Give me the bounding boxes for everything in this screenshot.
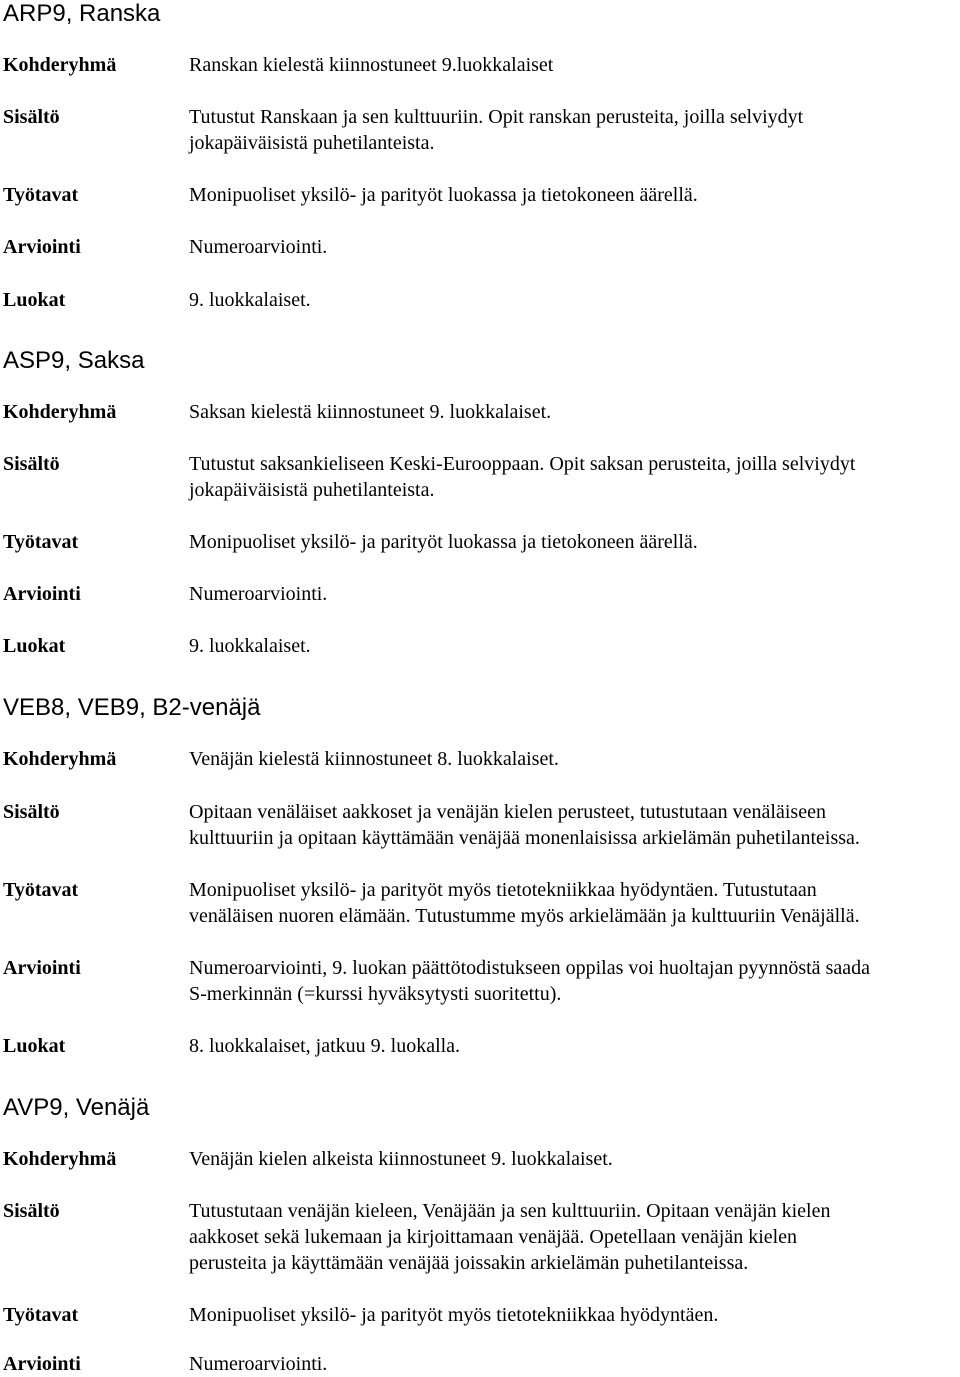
field-value-line: Monipuoliset yksilö- ja parityöt luokassa ja tietokoneen äärellä. [189,184,698,206]
field-value [189,234,327,260]
field-value [189,581,327,607]
field-value-line: aakkoset sekä lukemaan ja kirjoittamaan venäjää. Opetellaan venäjän kielen [189,1226,798,1248]
field-label: Kohderyhmä [3,748,117,770]
field-label: Työtavat [3,879,79,901]
field-label: Työtavat [3,184,79,206]
field-value [189,399,551,425]
field-value [189,1033,460,1059]
field-label: Luokat [3,1035,66,1057]
field-value-line: Monipuoliset yksilö- ja parityöt luokassa ja tietokoneen äärellä. [189,531,698,553]
field-value-line: 9. luokkalaiset. [189,635,311,657]
field-value-line: Numeroarviointi. [189,583,328,605]
field-label: Sisältö [3,801,60,823]
section-heading-asp9: ASP9, Saksa [3,347,145,374]
field-label: Arviointi [3,1353,81,1375]
field-value-line: Saksan kielestä kiinnostuneet 9. luokkalaiset. [189,401,552,423]
field-label: Arviointi [3,957,81,979]
field-label: Kohderyhmä [3,54,117,76]
field-label: Sisältö [3,1200,60,1222]
field-label: Kohderyhmä [3,401,117,423]
field-label: Luokat [3,289,66,311]
section-heading-avp9: AVP9, Venäjä [3,1094,150,1121]
field-label: Sisältö [3,106,60,128]
section-heading-arp9: ARP9, Ranska [3,0,161,27]
field-value-line: 9. luokkalaiset. [189,289,311,311]
field-value-line: Venäjän kielestä kiinnostuneet 8. luokkalaiset. [189,748,559,770]
field-value-line: Tutustut Ranskaan ja sen kulttuuriin. Opit ranskan perusteita, joilla selviydyt [189,106,804,128]
field-label: Työtavat [3,1304,79,1326]
field-value [189,633,311,659]
field-value [189,1302,718,1328]
field-value [189,746,559,772]
field-value-line: Tutustut saksankieliseen Keski-Eurooppaan. Opit saksan perusteita, joilla selviydyt [189,453,856,475]
field-value-line: jokapäiväisistä puhetilanteista. [189,479,435,501]
field-value-line: Opitaan venäläiset aakkoset ja venäjän kielen perusteet, tutustutaan venäläiseen [189,801,826,823]
field-value-line: Tutustutaan venäjän kieleen, Venäjään ja sen kulttuuriin. Opitaan venäjän kielen [189,1200,831,1222]
field-value-line: Ranskan kielestä kiinnostuneet 9.luokkalaiset [189,54,554,76]
field-value-line: jokapäiväisistä puhetilanteista. [189,132,435,154]
field-value-line: Numeroarviointi. [189,1353,328,1375]
field-value-line: venäläisen nuoren elämään. Tutustumme myös arkielämään ja kulttuuriin Venäjällä. [189,905,860,927]
field-value [189,1146,613,1172]
field-value [189,1198,830,1276]
field-label: Arviointi [3,236,81,258]
section-heading-veb: VEB8, VEB9, B2-venäjä [3,694,261,721]
field-value-line: Monipuoliset yksilö- ja parityöt myös tietotekniikkaa hyödyntäen. Tutustutaan [189,879,817,901]
field-value [189,52,553,78]
field-value [189,1351,327,1377]
field-label: Arviointi [3,583,81,605]
field-value [189,104,803,156]
field-value-line: perusteita ja käyttämään venäjää joissakin arkielämän puhetilanteissa. [189,1252,749,1274]
field-label: Luokat [3,635,66,657]
field-value [189,287,311,313]
field-value-line: Monipuoliset yksilö- ja parityöt myös tietotekniikkaa hyödyntäen. [189,1304,719,1326]
field-value [189,182,698,208]
field-value [189,877,860,929]
field-label: Kohderyhmä [3,1148,117,1170]
field-value-line: 8. luokkalaiset, jatkuu 9. luokalla. [189,1035,461,1057]
field-value-line: Numeroarviointi. [189,236,328,258]
field-label: Sisältö [3,453,60,475]
field-value [189,799,860,851]
field-value [189,451,855,503]
field-value-line: Venäjän kielen alkeista kiinnostuneet 9. luokkalaiset. [189,1148,613,1170]
field-value [189,955,870,1007]
field-value [189,529,698,555]
field-value-line: kulttuuriin ja opitaan käyttämään venäjää monenlaisissa arkielämän puhetilanteissa. [189,827,860,849]
field-value-line: Numeroarviointi, 9. luokan päättötodistukseen oppilas voi huoltajan pyynnöstä saada [189,957,870,979]
field-value-line: S-merkinnän (=kurssi hyväksytysti suoritettu). [189,983,562,1005]
field-label: Työtavat [3,531,79,553]
